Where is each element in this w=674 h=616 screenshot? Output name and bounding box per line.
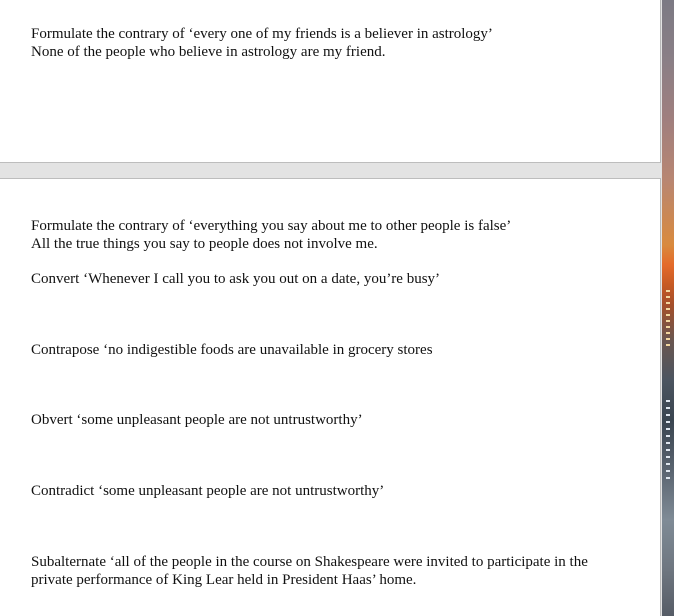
question-obvert: Obvert ‘some unpleasant people are not untrustworthy’ <box>31 412 363 428</box>
answer-contrary-false: All the true things you say to people does not involve me. <box>31 236 378 252</box>
question-contrary-astrology: Formulate the contrary of ‘every one of my friends is a believer in astrology’ <box>31 26 493 42</box>
question-convert: Convert ‘Whenever I call you to ask you out on a date, you’re busy’ <box>31 271 441 287</box>
background-building-lights <box>666 290 670 350</box>
answer-contrary-astrology: None of the people who believe in astrology are my friend. <box>31 44 386 60</box>
question-subalternate-line-2: private performance of King Lear held in President Haas’ home. <box>31 572 417 588</box>
question-subalternate-line-1: Subalternate ‘all of the people in the course on Shakespeare were invited to participate in the <box>31 554 588 570</box>
document-page-2 <box>0 178 661 616</box>
question-contradict: Contradict ‘some unpleasant people are not untrustworthy’ <box>31 483 385 499</box>
document-page-1 <box>0 0 661 163</box>
question-contrapose: Contrapose ‘no indigestible foods are unavailable in grocery stores <box>31 342 433 358</box>
background-building-windows <box>666 400 670 480</box>
question-contrary-false: Formulate the contrary of ‘everything you say about me to other people is false’ <box>31 218 512 234</box>
